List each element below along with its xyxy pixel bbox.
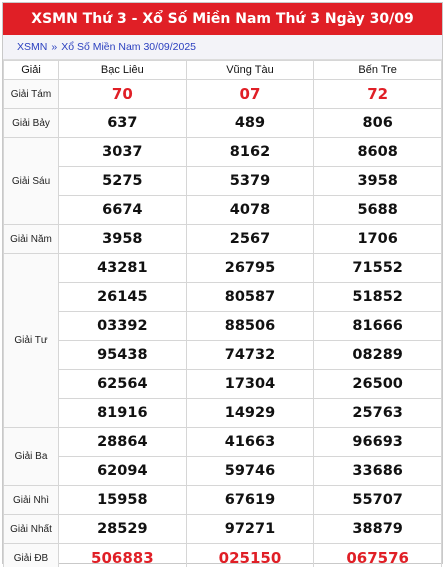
results-table (3, 60, 442, 567)
table-row (4, 225, 442, 254)
column-header-province[interactable]: Vũng Tàu (186, 61, 314, 80)
special-prize-number: 025150 (186, 544, 314, 567)
prize-number: 62094 (59, 457, 187, 486)
prize-number: 08289 (314, 341, 442, 370)
prize-label: Giải Ba (4, 428, 59, 486)
table-row (4, 138, 442, 167)
prize-label: Giải Nhì (4, 486, 59, 515)
breadcrumb-separator: » (51, 41, 58, 53)
prize-number: 806 (314, 109, 442, 138)
special-prize-number: 067576 (314, 544, 442, 567)
table-row (4, 399, 442, 428)
column-header-province[interactable]: Bến Tre (314, 61, 442, 80)
prize-number: 74732 (186, 341, 314, 370)
prize-label: Giải Nhất (4, 515, 59, 544)
prize-number: 3958 (59, 225, 187, 254)
breadcrumb-current-link[interactable]: Xổ Số Miền Nam 30/09/2025 (61, 41, 197, 53)
table-row (4, 283, 442, 312)
prize-label: Giải Sáu (4, 138, 59, 225)
table-row (4, 109, 442, 138)
table-row (4, 341, 442, 370)
table-row (4, 457, 442, 486)
column-header-province[interactable]: Bạc Liêu (59, 61, 187, 80)
prize-number: 26795 (186, 254, 314, 283)
prize-number: 38879 (314, 515, 442, 544)
column-header-prize: Giải (4, 61, 59, 80)
prize-number: 14929 (186, 399, 314, 428)
prize-number: 17304 (186, 370, 314, 399)
prize-number: 62564 (59, 370, 187, 399)
prize-label: Giải Bảy (4, 109, 59, 138)
prize-number: 59746 (186, 457, 314, 486)
special-prize-number: 506883 (59, 544, 187, 567)
table-row (4, 80, 442, 109)
prize-number: 96693 (314, 428, 442, 457)
prize-number: 55707 (314, 486, 442, 515)
table-row (4, 370, 442, 399)
prize-number: 81916 (59, 399, 187, 428)
prize-number: 5275 (59, 167, 187, 196)
prize-number: 07 (186, 80, 314, 109)
prize-number: 25763 (314, 399, 442, 428)
table-row (4, 544, 442, 567)
page-title: XSMN Thứ 3 - Xổ Số Miền Nam Thứ 3 Ngày 30/09 (3, 3, 442, 35)
prize-number: 15958 (59, 486, 187, 515)
prize-number: 80587 (186, 283, 314, 312)
prize-number: 8608 (314, 138, 442, 167)
prize-number: 67619 (186, 486, 314, 515)
prize-number: 26145 (59, 283, 187, 312)
prize-number: 43281 (59, 254, 187, 283)
prize-number: 71552 (314, 254, 442, 283)
breadcrumb (3, 35, 442, 60)
prize-label: Giải Tư (4, 254, 59, 428)
prize-number: 97271 (186, 515, 314, 544)
prize-number: 3958 (314, 167, 442, 196)
table-row (4, 428, 442, 457)
table-row (4, 254, 442, 283)
prize-number: 72 (314, 80, 442, 109)
prize-label: Giải Tám (4, 80, 59, 109)
results-panel (2, 2, 443, 567)
prize-number: 6674 (59, 196, 187, 225)
table-row (4, 515, 442, 544)
prize-number: 5688 (314, 196, 442, 225)
table-row (4, 486, 442, 515)
prize-number: 70 (59, 80, 187, 109)
prize-number: 2567 (186, 225, 314, 254)
prize-number: 95438 (59, 341, 187, 370)
prize-number: 51852 (314, 283, 442, 312)
prize-label: Giải Năm (4, 225, 59, 254)
table-row (4, 167, 442, 196)
prize-number: 1706 (314, 225, 442, 254)
prize-label: Giải ĐB (4, 544, 59, 567)
table-row (4, 196, 442, 225)
prize-number: 637 (59, 109, 187, 138)
prize-number: 8162 (186, 138, 314, 167)
prize-number: 33686 (314, 457, 442, 486)
prize-number: 03392 (59, 312, 187, 341)
prize-number: 88506 (186, 312, 314, 341)
prize-number: 3037 (59, 138, 187, 167)
prize-number: 5379 (186, 167, 314, 196)
prize-number: 28864 (59, 428, 187, 457)
table-row (4, 312, 442, 341)
breadcrumb-home-link[interactable]: XSMN (17, 41, 48, 53)
prize-number: 81666 (314, 312, 442, 341)
prize-number: 4078 (186, 196, 314, 225)
table-header-row (4, 61, 442, 80)
prize-number: 41663 (186, 428, 314, 457)
prize-number: 489 (186, 109, 314, 138)
prize-number: 28529 (59, 515, 187, 544)
prize-number: 26500 (314, 370, 442, 399)
